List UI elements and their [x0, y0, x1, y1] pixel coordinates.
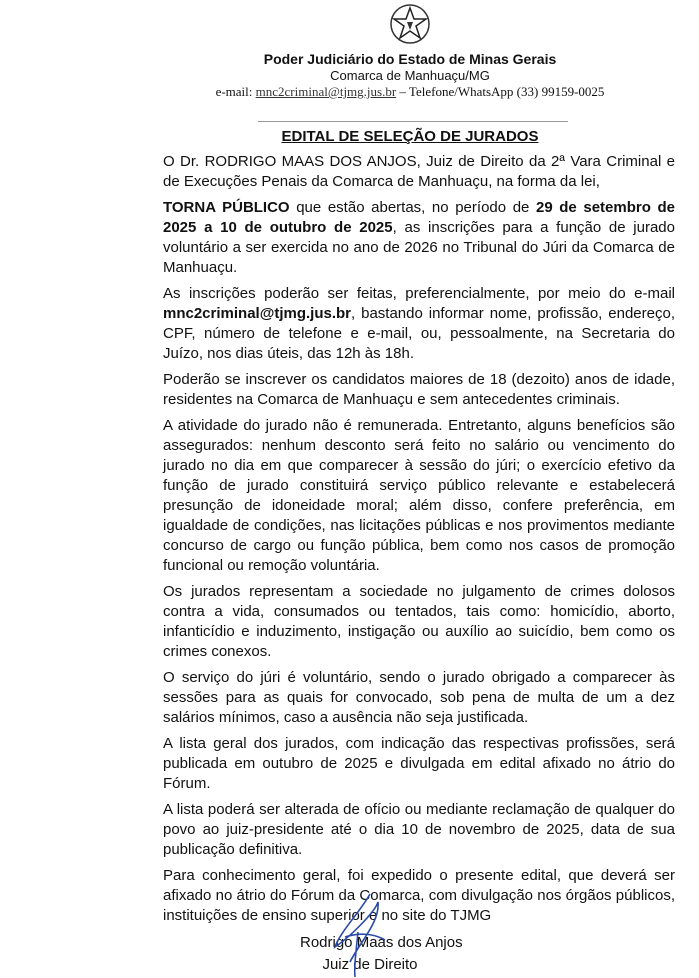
paragraph: Para conhecimento geral, foi expedido o presente edital, que deverá ser afixado no átrio do Fórum da Comarca, com divulgação nos órgãos públicos, instituições de ensino superior e no site do TJMG	[163, 867, 675, 924]
paragraph	[163, 198, 675, 278]
paragraph: Poderão se inscrever os candidatos maiores de 18 (dezoito) anos de idade, residentes na Comarca de Manhuaçu e sem antecedentes criminais.	[163, 371, 675, 408]
text: que estão abertas, no período de	[289, 199, 536, 216]
paragraph: A lista poderá ser alterada de ofício ou mediante reclamação de qualquer do povo ao juiz-presidente até o dia 10 de novembro de 2025, data de sua publicação definitiva.	[163, 801, 675, 858]
document-body	[163, 152, 675, 976]
coat-of-arms-seal-icon	[388, 2, 432, 46]
text: As inscrições poderão ser feitas, preferencialmente, por meio do e-mail	[163, 285, 675, 302]
bold-dates: 29 de setembro de 2025 a 10 de outubro de 2025	[163, 199, 676, 236]
email-label: e-mail:	[215, 84, 256, 99]
phone-text: – Telefone/WhatsApp (33) 99159-0025	[396, 84, 605, 99]
text: , as inscrições para a função de jurado voluntário a ser exercida no ano de 2026 no Tribunal do Júri da Comarca de Manhuaçu.	[163, 219, 675, 276]
bold-text: TORNA PÚBLICO	[163, 199, 290, 216]
paragraph: O Dr. RODRIGO MAAS DOS ANJOS, Juiz de Direito da 2ª Vara Criminal e de Execuções Penais da Comarca de Manhuaçu, na forma da lei,	[163, 153, 675, 190]
text: , bastando informar nome, profissão, endereço, CPF, número de telefone e e-mail, ou, pessoalmente, na Secretaria do Juízo, nos dias úteis, das 12h às 18h.	[163, 305, 675, 362]
paragraph: A atividade do jurado não é remunerada. Entretanto, alguns benefícios são assegurados: nenhum desconto será feito no salário ou vencimento do jurado no dia em que comparecer à sessão do júri; o exercício efetivo da função de jurado constituirá serviço público relevante e estabelecerá presunção de idoneidade moral; além disso, confere preferência, em igualdade de condições, nas licitações públicas e nos provimentos mediante concurso de cargo ou função pública, bem como nos casos de promoção funcional ou remoção voluntária.	[163, 417, 675, 574]
divider	[258, 121, 568, 122]
paragraph: A lista geral dos jurados, com indicação das respectivas profissões, será publicada em outubro de 2025 e divulgada em edital afixado no átrio do Fórum.	[163, 735, 675, 792]
paragraph: O serviço do júri é voluntário, sendo o jurado obrigado a comparecer às sessões para as quais for convocado, sob pena de multa de um a dez salários mínimos, caso a ausência não seja justificada.	[163, 669, 675, 726]
comarca-name: Comarca de Manhuaçu/MG	[330, 68, 490, 83]
document-title: EDITAL DE SELEÇÃO DE JURADOS	[281, 128, 539, 145]
paragraph: Os jurados representam a sociedade no julgamento de crimes dolosos contra a vida, consumados ou tentados, tais como: homicídio, aborto, infanticídio e induzimento, instigação ou auxílio ao suicídio, bem como os crimes conexos.	[163, 583, 675, 660]
signatory-role: Juiz de Direito	[322, 956, 418, 973]
signature-block	[300, 932, 463, 976]
signatory-name: Rodrigo Maas dos Anjos	[300, 934, 463, 951]
bold-email: mnc2criminal@tjmg.jus.br	[163, 305, 352, 322]
institution-name: Poder Judiciário do Estado de Minas Gerais	[263, 51, 557, 67]
email-link[interactable]: mnc2criminal@tjmg.jus.br	[255, 84, 397, 99]
paragraph	[163, 284, 675, 364]
contact-line	[150, 84, 670, 100]
